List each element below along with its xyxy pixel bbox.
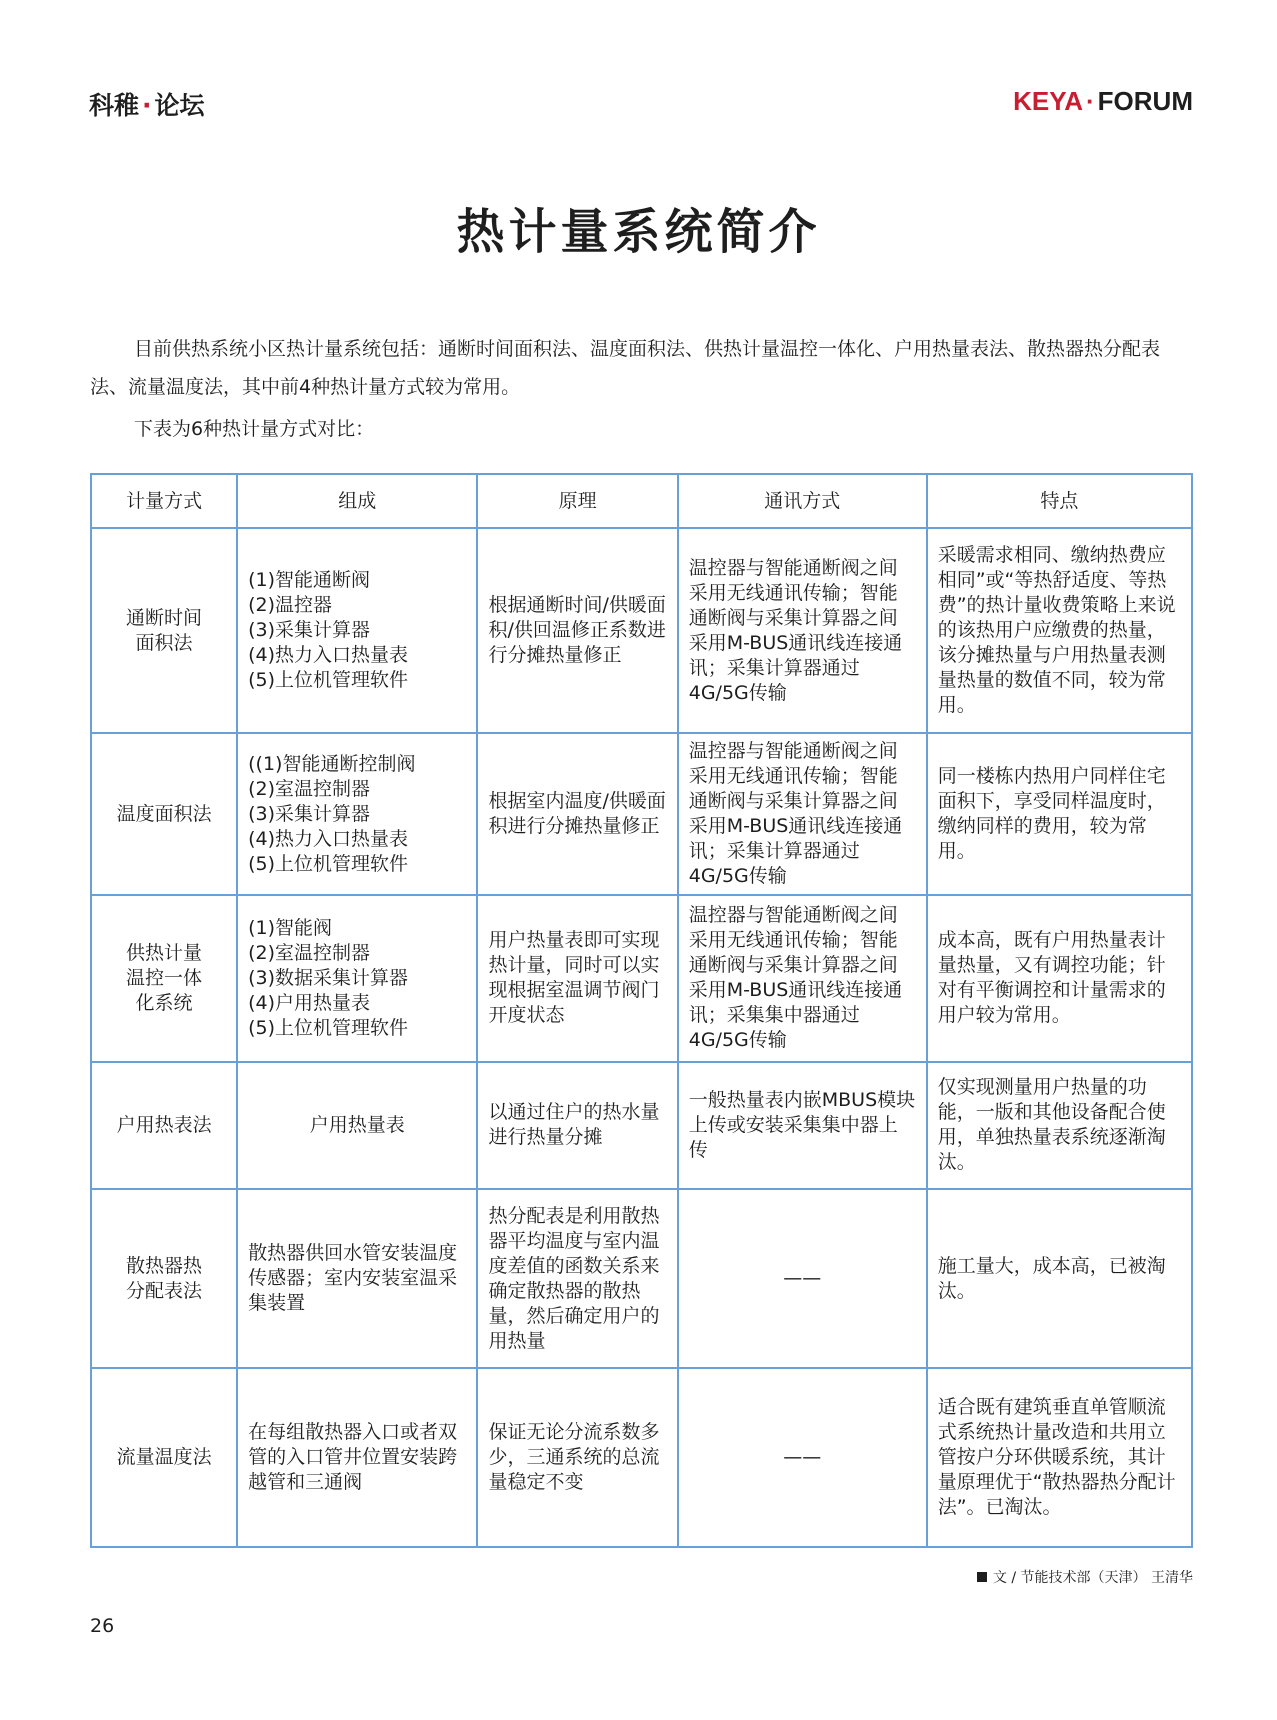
header-method: 计量方式 [91, 474, 237, 528]
cell-features: 同一楼栋内热用户同样住宅面积下，享受同样温度时，缴纳同样的费用，较为常用。 [927, 733, 1192, 895]
cell-features: 仅实现测量用户热量的功能，一版和其他设备配合使用，单独热量表系统逐渐淘汰。 [927, 1062, 1192, 1189]
header-features: 特点 [927, 474, 1192, 528]
cell-components [237, 895, 477, 1061]
table-row [91, 528, 1192, 733]
cell-method [91, 895, 237, 1061]
section-name: 论坛 [154, 91, 205, 120]
table-row [91, 895, 1192, 1061]
component-item: (3)数据采集计算器 [248, 966, 409, 989]
component-item: (1)智能阀 [248, 916, 333, 939]
credit-text: 文 / 节能技术部（天津） 王清华 [992, 1570, 1193, 1586]
header-components: 组成 [237, 474, 477, 528]
cell-principle: 根据室内温度/供暖面积进行分摊热量修正 [477, 733, 677, 895]
cell-communication: 温控器与智能通断阀之间采用无线通讯传输；智能通断阀与采集计算器之间采用M-BUS通讯线连接通讯；采集计算器通过4G/5G传输 [678, 733, 927, 895]
component-item: (3)采集计算器 [248, 802, 371, 825]
cell-communication: 温控器与智能通断阀之间采用无线通讯传输；智能通断阀与采集计算器之间采用M-BUS通讯线连接通讯；采集集中器通过4G/5G传输 [678, 895, 927, 1061]
cell-principle: 用户热量表即可实现热计量，同时可以实现根据室温调节阀门开度状态 [477, 895, 677, 1061]
cell-features: 采暖需求相同、缴纳热费应相同”或“等热舒适度、等热费”的热计量收费策略上来说的该热用户应缴费的热量，该分摊热量与户用热量表测量热量的数值不同，较为常用。 [927, 528, 1192, 733]
component-item: (5)上位机管理软件 [248, 1016, 409, 1039]
cell-method [91, 1189, 237, 1369]
cell-components: 在每组散热器入口或者双管的入口管井位置安装跨越管和三通阀 [237, 1368, 477, 1547]
brand-name: 科稚 [89, 91, 140, 120]
brand-separator: · [142, 91, 152, 120]
cell-method [91, 528, 237, 733]
component-item: (2)温控器 [248, 594, 333, 617]
page-number: 26 [90, 1615, 115, 1637]
cell-communication: 一般热量表内嵌MBUS模块上传或安装采集集中器上传 [678, 1062, 927, 1189]
table-row [91, 1062, 1192, 1189]
table-caption: 下表为6种热计量方式对比： [134, 418, 375, 440]
cell-components [237, 733, 477, 895]
comparison-table [90, 473, 1193, 1548]
section-name-en: FORUM [1097, 86, 1193, 116]
cell-components: 散热器供回水管安装温度传感器；室内安装室温采集装置 [237, 1189, 477, 1369]
cell-features: 施工量大，成本高，已被淘汰。 [927, 1189, 1192, 1369]
intro-paragraph: 目前供热系统小区热计量系统包括：通断时间面积法、温度面积法、供热计量温控一体化、户用热量表法、散热器热分配表法、流量温度法，其中前4种热计量方式较为常用。 [90, 338, 1161, 398]
square-bullet-icon [977, 1572, 987, 1582]
header-communication: 通讯方式 [678, 474, 927, 528]
method-text: 供热计量温控一体化系统 [126, 941, 203, 1014]
cell-features: 适合既有建筑垂直单管顺流式系统热计量改造和共用立管按户分环供暖系统，其计量原理优于“散热器热分配计法”。已淘汰。 [927, 1368, 1192, 1547]
cell-method: 户用热表法 [91, 1062, 237, 1189]
cell-principle: 保证无论分流系数多少，三通系统的总流量稳定不变 [477, 1368, 677, 1547]
cell-principle: 热分配表是利用散热器平均温度与室内温度差值的函数关系来确定散热器的散热量，然后确定用户的用热量 [477, 1189, 677, 1369]
cell-principle: 根据通断时间/供暖面积/供回温修正系数进行分摊热量修正 [477, 528, 677, 733]
cell-communication: 温控器与智能通断阀之间采用无线通讯传输；智能通断阀与采集计算器之间采用M-BUS通讯线连接通讯；采集计算器通过4G/5G传输 [678, 528, 927, 733]
method-text: 通断时间面积法 [126, 606, 203, 654]
component-item: (4)热力入口热量表 [248, 827, 409, 850]
cell-method: 流量温度法 [91, 1368, 237, 1547]
component-item: (1)智能通断阀 [248, 569, 371, 592]
component-item: (3)采集计算器 [248, 619, 371, 642]
page-title: 热计量系统简介 [456, 204, 821, 260]
method-text: 散热器热分配表法 [126, 1254, 203, 1302]
component-item: (4)户用热量表 [248, 991, 371, 1014]
component-item: (2)室温控制器 [248, 777, 371, 800]
component-item: (4)热力入口热量表 [248, 644, 409, 667]
cell-components [237, 528, 477, 733]
cell-components: 户用热量表 [237, 1062, 477, 1189]
table-header-row [91, 474, 1192, 528]
component-item: (2)室温控制器 [248, 941, 371, 964]
table-row [91, 733, 1192, 895]
intro-text [90, 330, 1190, 448]
author-credit [977, 1567, 1193, 1587]
component-item: (5)上位机管理软件 [248, 852, 409, 875]
cell-communication: —— [678, 1189, 927, 1369]
brand-name-en: KEYA [1013, 86, 1083, 116]
header-principle: 原理 [477, 474, 677, 528]
brand-separator-en: · [1086, 86, 1095, 116]
cell-method: 温度面积法 [91, 733, 237, 895]
component-item: ((1)智能通断控制阀 [248, 752, 416, 775]
header-brand-right [1013, 86, 1193, 117]
cell-features: 成本高，既有户用热量表计量热量，又有调控功能；针对有平衡调控和计量需求的用户较为常用。 [927, 895, 1192, 1061]
cell-principle: 以通过住户的热水量进行热量分摊 [477, 1062, 677, 1189]
cell-communication: —— [678, 1368, 927, 1547]
table-row [91, 1189, 1192, 1369]
component-item: (5)上位机管理软件 [248, 669, 409, 692]
header-brand-left [89, 86, 205, 122]
table-row [91, 1368, 1192, 1547]
